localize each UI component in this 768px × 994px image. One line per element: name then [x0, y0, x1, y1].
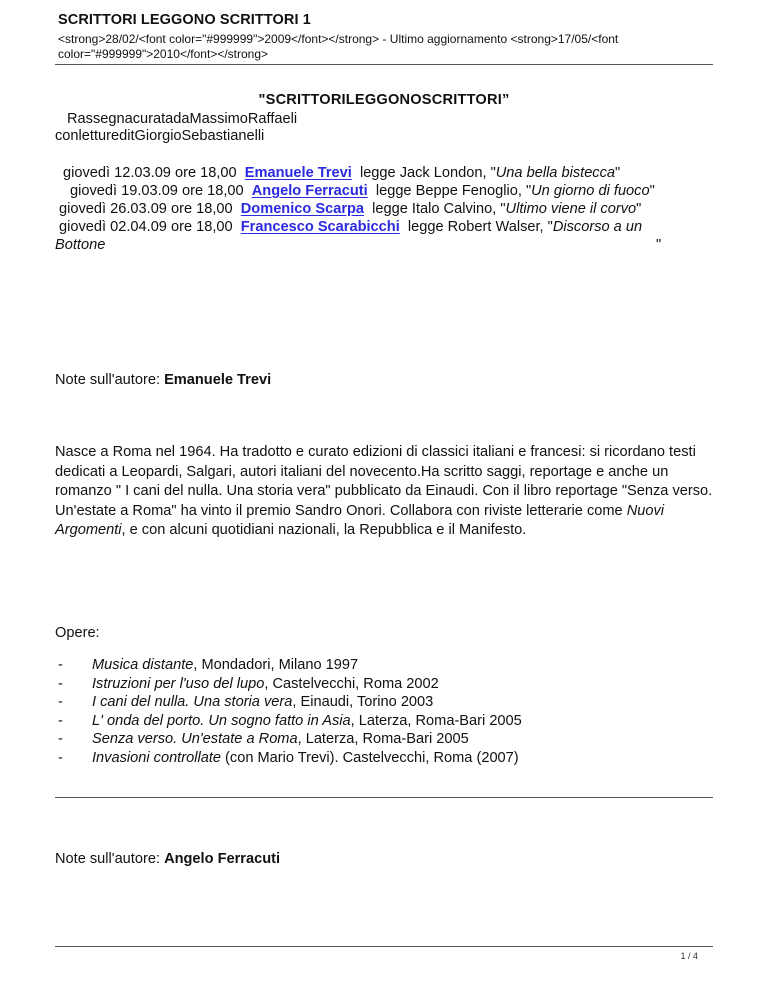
schedule-work: Un giorno di fuoco: [531, 183, 650, 199]
list-bullet: -: [58, 712, 63, 729]
author-note-label: Note sull'autore:: [55, 851, 165, 867]
bio-text-end: , e con alcuni quotidiani nazionali, la Repubblica e il Manifesto.: [121, 522, 527, 538]
work-title: L' onda del porto. Un sogno fatto in Asia: [92, 712, 351, 729]
work-title: Istruzioni per l'uso del lupo: [92, 675, 265, 692]
author-note-heading: [55, 850, 280, 868]
schedule-row-continued: [55, 236, 105, 254]
schedule-date: giovedì 02.04.09 ore 18,00: [59, 219, 233, 235]
work-details: , Mondadori, Milano 1997: [193, 657, 359, 673]
works-list: [55, 656, 522, 767]
bio-magazine: Nuovi Argomenti: [55, 502, 665, 538]
work-details: , Castelvecchi, Roma 2002: [264, 675, 439, 692]
list-item: [55, 749, 522, 768]
works-heading: Opere:: [55, 625, 100, 641]
schedule-date: giovedì 19.03.09 ore 18,00: [70, 183, 244, 199]
author-note-heading: [55, 371, 271, 389]
page-number: 1 / 4: [680, 951, 698, 961]
schedule-close: ": [615, 165, 621, 181]
event-title: "SCRITTORILEGGONOSCRITTORI”: [258, 92, 510, 108]
list-item: [55, 656, 522, 675]
list-item: [55, 730, 522, 749]
work-title: Invasioni controllate: [92, 749, 221, 766]
list-item: [55, 693, 522, 712]
schedule-close: ": [649, 183, 655, 199]
list-bullet: -: [58, 694, 63, 710]
schedule-row: [70, 182, 655, 200]
author-note-name: Angelo Ferracuti: [164, 851, 281, 867]
bio-text: Nasce a Roma nel 1964. Ha tradotto e curato edizioni di classici italiani e francesi: si ricordano testi dedicati a Leopardi, Salgari, autori italiani del novecento.Ha scritto saggi, reportage e anche un romanzo " I cani del nulla. Una storia vera" pubblicato da Einaudi. Con il libro reportage "Senza verso. Un'estate a Roma" ha vinto il premio Sandro Onori. Collabora con riviste letterarie come: [55, 444, 713, 519]
schedule-work-continued: Bottone: [55, 237, 106, 253]
document-meta: [58, 32, 698, 62]
reader-link-scarpa[interactable]: Domenico Scarpa: [240, 201, 365, 217]
list-bullet: -: [58, 731, 63, 747]
work-title: Senza verso. Un'estate a Roma: [92, 731, 298, 747]
work-title: Musica distante: [92, 657, 194, 673]
schedule-close: ": [656, 237, 662, 253]
schedule-work: Ultimo viene il corvo: [505, 201, 637, 217]
schedule-row: [59, 200, 641, 218]
work-details: , Laterza, Roma-Bari 2005: [350, 712, 522, 729]
work-details: (con Mario Trevi). Castelvecchi, Roma (2007): [221, 749, 519, 766]
list-bullet: -: [58, 675, 63, 692]
list-item: [55, 712, 522, 731]
schedule-work: Discorso a un: [552, 219, 643, 235]
meta-line-2: color="#999999">2010</font></strong>: [58, 47, 269, 61]
schedule-reads: legge Robert Walser, ": [407, 219, 553, 235]
schedule-date: giovedì 12.03.09 ore 18,00: [63, 165, 237, 181]
schedule-work: Una bella bistecca: [495, 165, 616, 181]
work-details: , Laterza, Roma-Bari 2005: [297, 731, 469, 747]
footer-divider: [55, 946, 713, 947]
schedule-reads: legge Jack London, ": [359, 165, 496, 181]
author-note-label: Note sull'autore:: [55, 372, 165, 388]
author-biography: [55, 443, 715, 541]
schedule-date: giovedì 26.03.09 ore 18,00: [59, 201, 233, 217]
list-bullet: -: [58, 657, 63, 673]
section-divider: [55, 797, 713, 798]
work-details: , Einaudi, Torino 2003: [292, 694, 434, 710]
schedule-row: [63, 164, 620, 182]
author-note-name: Emanuele Trevi: [164, 372, 272, 388]
schedule-row: [59, 218, 642, 236]
meta-line-1: <strong>28/02/<font color="#999999">2009</font></strong> - Ultimo aggiornamento <strong>17/05/<font: [58, 32, 619, 46]
schedule-close: ": [636, 201, 642, 217]
list-bullet: -: [58, 749, 63, 766]
schedule-reads: legge Italo Calvino, ": [372, 201, 506, 217]
document-title: SCRITTORI LEGGONO SCRITTORI 1: [58, 12, 311, 28]
reader-link-trevi[interactable]: Emanuele Trevi: [244, 165, 352, 181]
event-subtitle: RassegnacuratadaMassimoRaffaeli: [67, 111, 298, 127]
work-title: I cani del nulla. Una storia vera: [92, 694, 293, 710]
event-subtitle-2: conlettureditGiorgioSebastianelli: [55, 128, 265, 144]
schedule-reads: legge Beppe Fenoglio, ": [375, 183, 532, 199]
reader-link-ferracuti[interactable]: Angelo Ferracuti: [251, 183, 368, 199]
header-divider: [55, 64, 713, 65]
list-item: [55, 675, 522, 694]
reader-link-scarabicchi[interactable]: Francesco Scarabicchi: [240, 219, 400, 235]
